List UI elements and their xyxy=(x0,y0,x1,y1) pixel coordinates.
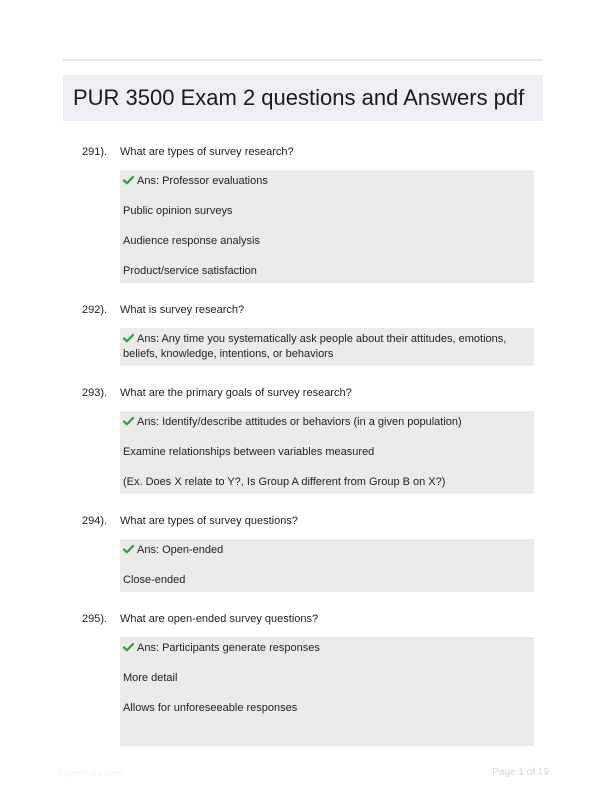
answer-prefix: Ans: xyxy=(137,175,163,187)
answer-line: Allows for unforeseeable responses xyxy=(123,702,298,714)
answer-line: Product/service satisfaction xyxy=(123,265,257,277)
question-number: 293). xyxy=(82,387,108,399)
answer-line xyxy=(123,543,532,558)
question-text: What is survey research? xyxy=(120,304,245,316)
question-text: What are open-ended survey questions? xyxy=(120,613,319,625)
question-293 xyxy=(82,386,536,494)
answer-prefix: Ans: xyxy=(137,544,163,556)
answer-text: Any time you systematically ask people about their attitudes, emotions, xyxy=(161,333,507,345)
answer-prefix: Ans: xyxy=(137,333,162,345)
answer-box xyxy=(120,328,534,366)
answer-line: Audience response analysis xyxy=(123,235,260,247)
page-title: PUR 3500 Exam 2 questions and Answers pdf xyxy=(73,85,525,110)
checkmark-icon xyxy=(123,642,134,652)
answer-box xyxy=(120,411,534,494)
answer-line: Examine relationships between variables measured xyxy=(123,446,375,458)
answer-line: Close-ended xyxy=(123,574,186,586)
answer-line xyxy=(123,174,532,189)
question-291 xyxy=(82,145,536,283)
question-number: 295). xyxy=(82,613,108,625)
question-number: 292). xyxy=(82,304,108,316)
footer-site: Paperfolio.com xyxy=(57,768,124,779)
answer-box xyxy=(120,170,534,283)
answer-box xyxy=(120,539,534,592)
answer-line xyxy=(123,415,532,430)
answer-text: Identify/describe attitudes or behaviors (in a given population) xyxy=(162,416,462,428)
answer-line xyxy=(123,641,532,656)
question-292 xyxy=(82,303,536,366)
answer-line-continued: beliefs, knowledge, intentions, or behaviors xyxy=(123,348,334,360)
question-294 xyxy=(82,514,536,592)
top-divider xyxy=(63,59,543,61)
answer-prefix: Ans: xyxy=(137,416,163,428)
checkmark-icon xyxy=(123,544,134,554)
question-295 xyxy=(82,612,536,746)
answer-line: Public opinion surveys xyxy=(123,205,233,217)
answer-line xyxy=(123,332,532,347)
question-text: What are types of survey research? xyxy=(120,146,294,158)
answer-text: Participants generate responses xyxy=(162,642,320,654)
question-text: What are types of survey questions? xyxy=(120,515,298,527)
question-number: 294). xyxy=(82,515,108,527)
answer-text: Open-ended xyxy=(162,544,224,556)
answer-line: More detail xyxy=(123,672,178,684)
checkmark-icon xyxy=(123,416,134,426)
checkmark-icon xyxy=(123,333,134,343)
checkmark-icon xyxy=(123,175,134,185)
answer-line: (Ex. Does X relate to Y?, Is Group A different from Group B on X?) xyxy=(123,476,446,488)
question-number: 291). xyxy=(82,146,108,158)
question-text: What are the primary goals of survey research? xyxy=(120,387,352,399)
title-bar xyxy=(63,75,543,121)
answer-prefix: Ans: xyxy=(137,642,163,654)
answer-box xyxy=(120,637,534,746)
answer-text: Professor evaluations xyxy=(162,175,268,187)
footer-page-number: Page 1 of 19 xyxy=(492,767,549,778)
